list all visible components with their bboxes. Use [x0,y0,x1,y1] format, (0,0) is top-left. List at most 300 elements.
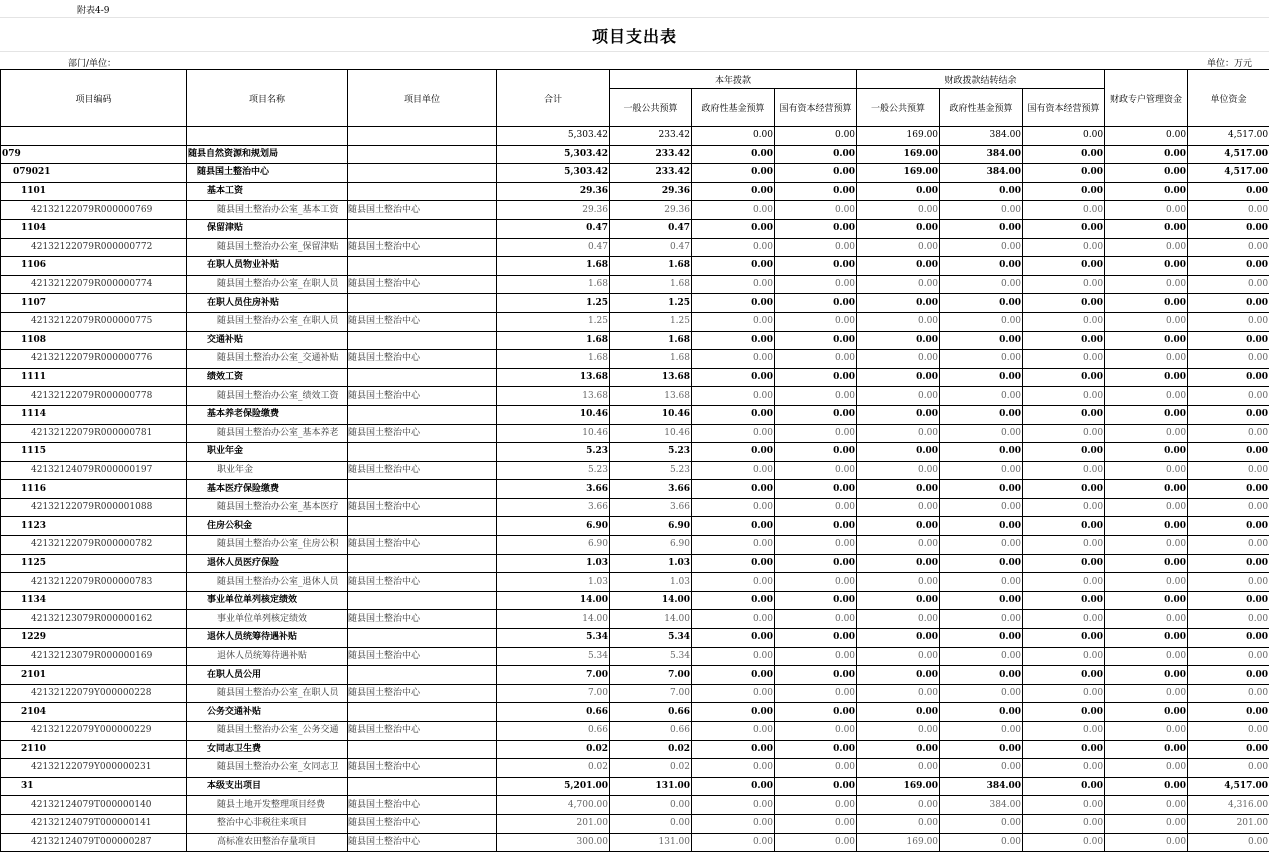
cell-name: 随县国土整治中心 [187,164,348,183]
cell-amount: 0.00 [940,405,1023,424]
cell-amount: 0.00 [775,201,857,220]
cell-code: 1104 [1,219,187,238]
cell-name [187,127,348,146]
cell-amount: 0.00 [610,814,692,833]
cell-amount: 10.46 [497,424,610,443]
cell-unit: 随县国土整治中心 [348,759,497,778]
cell-amount: 0.00 [940,722,1023,741]
cell-amount: 0.00 [775,405,857,424]
cell-amount: 0.00 [692,331,775,350]
cell-amount: 0.00 [692,517,775,536]
cell-amount: 0.00 [857,554,940,573]
cell-code: 1114 [1,405,187,424]
cell-unit [348,517,497,536]
cell-amount: 0.00 [857,294,940,313]
cell-amount: 3.66 [610,480,692,499]
cell-amount: 0.00 [775,833,857,851]
cell-amount: 0.00 [775,480,857,499]
cell-amount: 0.00 [940,759,1023,778]
cell-amount: 0.00 [940,312,1023,331]
cell-amount: 0.00 [1023,722,1105,741]
cell-amount: 0.00 [692,182,775,201]
cell-amount: 169.00 [857,127,940,146]
cell-name: 保留津贴 [187,219,348,238]
cell-amount: 0.00 [692,684,775,703]
cell-amount: 0.00 [1023,312,1105,331]
cell-amount: 233.42 [610,164,692,183]
cell-amount: 0.00 [1188,461,1269,480]
cell-amount: 1.68 [610,257,692,276]
cell-amount: 0.00 [1105,238,1188,257]
cell-unit [348,480,497,499]
cell-amount: 0.00 [857,368,940,387]
cell-amount: 0.00 [692,666,775,685]
header-current-gov-fund: 政府性基金预算 [692,89,775,127]
cell-name: 整治中心非税往来项目 [187,814,348,833]
cell-amount: 1.03 [497,573,610,592]
header-carryover-state-capital: 国有资本经营预算 [1023,89,1105,127]
table-row [1,573,1269,592]
cell-amount: 0.00 [1023,498,1105,517]
cell-amount: 1.03 [610,573,692,592]
table-row [1,796,1269,815]
cell-amount: 0.00 [775,257,857,276]
cell-amount: 201.00 [497,814,610,833]
cell-amount: 0.00 [1105,536,1188,555]
cell-amount: 0.00 [692,554,775,573]
cell-amount: 1.25 [610,312,692,331]
cell-amount: 0.00 [1023,219,1105,238]
cell-amount: 0.00 [857,480,940,499]
cell-amount: 0.00 [940,350,1023,369]
cell-unit [348,182,497,201]
cell-amount: 0.00 [1023,777,1105,796]
cell-amount: 0.00 [775,219,857,238]
cell-amount: 0.00 [940,182,1023,201]
cell-amount: 0.00 [775,629,857,648]
cell-amount: 0.00 [775,424,857,443]
cell-amount: 0.00 [940,201,1023,220]
cell-unit [348,164,497,183]
cell-amount: 0.00 [857,536,940,555]
cell-amount: 0.47 [497,238,610,257]
cell-amount: 0.00 [1188,498,1269,517]
cell-amount: 0.00 [1105,201,1188,220]
cell-amount: 5,303.42 [497,164,610,183]
cell-amount: 0.00 [857,405,940,424]
cell-amount: 0.00 [1105,666,1188,685]
cell-amount: 6.90 [610,517,692,536]
cell-amount: 0.00 [1105,777,1188,796]
cell-amount: 4,517.00 [1188,777,1269,796]
cell-amount: 1.25 [497,312,610,331]
cell-amount: 0.00 [1023,684,1105,703]
cell-name: 职业年金 [187,443,348,462]
cell-amount: 0.00 [940,461,1023,480]
cell-amount: 0.00 [1023,629,1105,648]
cell-amount: 0.00 [1023,405,1105,424]
cell-amount: 0.00 [1023,573,1105,592]
cell-amount: 0.00 [940,294,1023,313]
cell-name: 事业单位单列核定绩效 [187,610,348,629]
cell-amount: 14.00 [610,610,692,629]
cell-name: 随县国土整治办公室_在职人员 [187,275,348,294]
table-row [1,294,1269,313]
cell-code: 42132122079R000000782 [1,536,187,555]
cell-amount: 0.00 [775,127,857,146]
cell-amount: 13.68 [610,387,692,406]
cell-amount: 384.00 [940,796,1023,815]
table-row [1,127,1269,146]
cell-amount: 14.00 [497,610,610,629]
cell-code: 42132122079R000001088 [1,498,187,517]
cell-amount: 0.00 [857,814,940,833]
cell-amount: 0.00 [1105,331,1188,350]
cell-amount: 0.00 [692,647,775,666]
table-row [1,387,1269,406]
cell-name: 事业单位单列核定绩效 [187,591,348,610]
cell-unit [348,666,497,685]
cell-code: 42132123079R000000169 [1,647,187,666]
table-row [1,536,1269,555]
table-row [1,554,1269,573]
cell-unit [348,703,497,722]
cell-amount: 5.23 [610,443,692,462]
header-code: 项目编码 [1,70,187,127]
cell-amount: 0.00 [940,517,1023,536]
cell-name: 随县国土整治办公室_保留津贴 [187,238,348,257]
cell-amount: 0.00 [1105,182,1188,201]
cell-name: 基本工资 [187,182,348,201]
cell-amount: 0.00 [940,480,1023,499]
cell-amount: 0.00 [1023,517,1105,536]
department-row [0,51,1269,70]
cell-amount: 0.00 [692,833,775,851]
cell-amount: 0.00 [1188,684,1269,703]
cell-amount: 0.00 [1188,368,1269,387]
cell-amount: 300.00 [497,833,610,851]
project-expenditure-table [0,69,1269,852]
cell-amount: 0.00 [692,740,775,759]
cell-unit [348,443,497,462]
cell-name: 女同志卫生费 [187,740,348,759]
table-row [1,257,1269,276]
cell-amount: 0.00 [940,387,1023,406]
cell-code: 1125 [1,554,187,573]
cell-amount: 1.25 [497,294,610,313]
cell-amount: 0.00 [775,164,857,183]
cell-amount: 0.00 [1105,387,1188,406]
cell-amount: 0.00 [610,796,692,815]
cell-unit [348,145,497,164]
cell-name: 退休人员统筹待遇补贴 [187,629,348,648]
cell-code: 42132124079T000000287 [1,833,187,851]
cell-amount: 233.42 [610,145,692,164]
cell-name: 绩效工资 [187,368,348,387]
cell-unit [348,127,497,146]
cell-amount: 29.36 [497,201,610,220]
cell-amount: 0.00 [1105,703,1188,722]
cell-amount: 0.00 [692,461,775,480]
cell-amount: 0.00 [857,666,940,685]
cell-amount: 0.00 [1188,387,1269,406]
cell-amount: 0.00 [1188,573,1269,592]
cell-name: 随县国土整治办公室_绩效工资 [187,387,348,406]
cell-code: 42132122079R000000769 [1,201,187,220]
cell-name: 在职人员公用 [187,666,348,685]
header-group-current: 本年拨款 [610,70,857,89]
cell-unit [348,368,497,387]
cell-code: 31 [1,777,187,796]
cell-amount: 0.00 [1105,591,1188,610]
cell-amount: 10.46 [610,424,692,443]
cell-name: 住房公积金 [187,517,348,536]
cell-amount: 0.00 [1188,405,1269,424]
unit-label: 单位：万元 [1206,59,1252,69]
cell-amount: 0.00 [692,145,775,164]
cell-unit [348,777,497,796]
cell-amount: 0.00 [1105,164,1188,183]
table-row [1,759,1269,778]
cell-amount: 0.00 [940,257,1023,276]
cell-amount: 0.00 [1023,201,1105,220]
cell-amount: 0.00 [1105,796,1188,815]
cell-code: 1134 [1,591,187,610]
cell-amount: 169.00 [857,164,940,183]
cell-amount: 0.00 [775,238,857,257]
cell-code: 42132123079R000000162 [1,610,187,629]
cell-amount: 0.00 [940,443,1023,462]
cell-amount: 0.00 [775,703,857,722]
table-row [1,405,1269,424]
cell-amount: 0.00 [692,480,775,499]
cell-amount: 0.00 [1023,350,1105,369]
cell-amount: 5.23 [497,443,610,462]
cell-amount: 0.02 [497,759,610,778]
cell-amount: 0.00 [857,647,940,666]
cell-amount: 0.00 [692,219,775,238]
table-row [1,182,1269,201]
cell-amount: 384.00 [940,127,1023,146]
cell-amount: 0.00 [775,647,857,666]
cell-amount: 0.00 [1023,443,1105,462]
cell-amount: 0.00 [1188,424,1269,443]
cell-code: 2101 [1,666,187,685]
cell-amount: 0.47 [610,219,692,238]
cell-amount: 7.00 [610,684,692,703]
cell-amount: 0.00 [940,610,1023,629]
table-row [1,647,1269,666]
cell-amount: 10.46 [497,405,610,424]
cell-amount: 0.00 [1023,461,1105,480]
cell-amount: 0.00 [857,182,940,201]
cell-name: 随县国土整治办公室_女同志卫 [187,759,348,778]
cell-amount: 0.00 [1023,759,1105,778]
cell-amount: 384.00 [940,777,1023,796]
cell-amount: 0.00 [857,703,940,722]
cell-amount: 0.00 [775,498,857,517]
cell-amount: 0.00 [775,536,857,555]
cell-amount: 5.23 [497,461,610,480]
cell-amount: 0.00 [692,424,775,443]
cell-unit: 随县国土整治中心 [348,833,497,851]
cell-unit: 随县国土整治中心 [348,796,497,815]
cell-name: 本级支出项目 [187,777,348,796]
cell-amount: 0.00 [692,722,775,741]
cell-amount: 0.47 [610,238,692,257]
cell-amount: 0.00 [1105,833,1188,851]
table-row [1,814,1269,833]
table-row [1,443,1269,462]
cell-amount: 0.00 [692,164,775,183]
cell-amount: 0.00 [692,275,775,294]
cell-amount: 0.66 [497,722,610,741]
cell-code: 42132122079Y000000231 [1,759,187,778]
cell-amount: 0.00 [1105,461,1188,480]
cell-amount: 0.00 [1105,350,1188,369]
cell-name: 随县国土整治办公室_基本医疗 [187,498,348,517]
cell-code: 1123 [1,517,187,536]
cell-amount: 0.00 [1188,610,1269,629]
cell-amount: 0.00 [1105,257,1188,276]
cell-amount: 0.00 [1188,312,1269,331]
cell-unit: 随县国土整治中心 [348,536,497,555]
cell-amount: 1.68 [497,331,610,350]
cell-amount: 0.00 [1188,275,1269,294]
table-row [1,201,1269,220]
cell-amount: 0.00 [1188,331,1269,350]
cell-amount: 1.68 [497,275,610,294]
cell-amount: 1.25 [610,294,692,313]
cell-amount: 0.00 [775,461,857,480]
cell-amount: 0.00 [692,387,775,406]
cell-code: 1229 [1,629,187,648]
cell-code: 42132122079R000000778 [1,387,187,406]
cell-unit [348,405,497,424]
cell-amount: 0.00 [775,368,857,387]
cell-amount: 1.68 [610,350,692,369]
cell-amount: 0.00 [1023,647,1105,666]
cell-amount: 0.00 [1105,294,1188,313]
header-total: 合计 [497,70,610,127]
cell-amount: 0.00 [940,814,1023,833]
table-row [1,461,1269,480]
cell-amount: 0.00 [857,443,940,462]
cell-unit [348,740,497,759]
cell-amount: 0.00 [857,684,940,703]
header-group-carryover: 财政拨款结转结余 [857,70,1105,89]
department-label: 部门/单位： [68,59,117,69]
cell-amount: 0.00 [1105,573,1188,592]
cell-amount: 0.00 [1188,517,1269,536]
cell-amount: 0.00 [692,536,775,555]
cell-amount: 0.00 [857,740,940,759]
cell-name: 随县国土整治办公室_在职人员 [187,312,348,331]
cell-amount: 0.00 [775,182,857,201]
cell-amount: 0.00 [1188,740,1269,759]
cell-amount: 0.00 [1105,424,1188,443]
cell-amount: 1.68 [610,275,692,294]
cell-amount: 5.34 [497,629,610,648]
cell-amount: 0.00 [1188,480,1269,499]
cell-amount: 0.00 [1188,647,1269,666]
cell-amount: 0.00 [940,629,1023,648]
cell-amount: 0.00 [1023,257,1105,276]
cell-name: 交通补贴 [187,331,348,350]
cell-amount: 0.00 [857,517,940,536]
cell-name: 随县自然资源和规划局 [187,145,348,164]
cell-name: 公务交通补贴 [187,703,348,722]
cell-amount: 0.00 [692,814,775,833]
cell-amount: 0.00 [1188,722,1269,741]
cell-unit: 随县国土整治中心 [348,387,497,406]
cell-amount: 0.00 [940,424,1023,443]
cell-amount: 5.23 [610,461,692,480]
cell-amount: 0.00 [1023,703,1105,722]
cell-amount: 0.00 [1023,275,1105,294]
cell-amount: 0.00 [857,629,940,648]
cell-amount: 0.00 [857,201,940,220]
cell-amount: 0.00 [940,573,1023,592]
cell-name: 随县国土整治办公室_公务交通 [187,722,348,741]
cell-code: 1111 [1,368,187,387]
cell-amount: 1.68 [497,350,610,369]
cell-amount: 0.00 [1188,257,1269,276]
cell-amount: 0.00 [1105,759,1188,778]
cell-amount: 233.42 [610,127,692,146]
cell-amount: 0.00 [1023,127,1105,146]
cell-amount: 0.00 [1188,703,1269,722]
cell-amount: 0.00 [692,257,775,276]
cell-name: 随县国土整治办公室_退休人员 [187,573,348,592]
cell-amount: 0.00 [857,498,940,517]
cell-name: 基本医疗保险缴费 [187,480,348,499]
cell-amount: 169.00 [857,777,940,796]
cell-amount: 0.00 [692,294,775,313]
cell-amount: 0.00 [1105,405,1188,424]
cell-unit [348,591,497,610]
cell-amount: 0.00 [1188,294,1269,313]
cell-name: 职业年金 [187,461,348,480]
cell-name: 退休人员医疗保险 [187,554,348,573]
cell-amount: 131.00 [610,833,692,851]
cell-amount: 0.00 [692,238,775,257]
cell-amount: 0.00 [1188,666,1269,685]
cell-unit: 随县国土整治中心 [348,814,497,833]
table-body [1,127,1269,852]
cell-amount: 0.00 [692,796,775,815]
cell-amount: 0.00 [775,573,857,592]
cell-amount: 5,201.00 [497,777,610,796]
cell-amount: 0.00 [1105,684,1188,703]
cell-code: 42132124079T000000141 [1,814,187,833]
cell-amount: 0.00 [857,350,940,369]
cell-code: 42132122079R000000776 [1,350,187,369]
cell-amount: 5.34 [497,647,610,666]
cell-amount: 0.00 [775,591,857,610]
cell-amount: 0.00 [940,275,1023,294]
cell-amount: 0.00 [1023,368,1105,387]
cell-amount: 0.00 [775,350,857,369]
cell-code: 1101 [1,182,187,201]
cell-amount: 0.00 [775,312,857,331]
cell-name: 随县土地开发整理项目经费 [187,796,348,815]
cell-amount: 0.00 [775,387,857,406]
cell-amount: 10.46 [610,405,692,424]
table-row [1,740,1269,759]
cell-amount: 0.00 [940,833,1023,851]
cell-amount: 0.00 [692,368,775,387]
